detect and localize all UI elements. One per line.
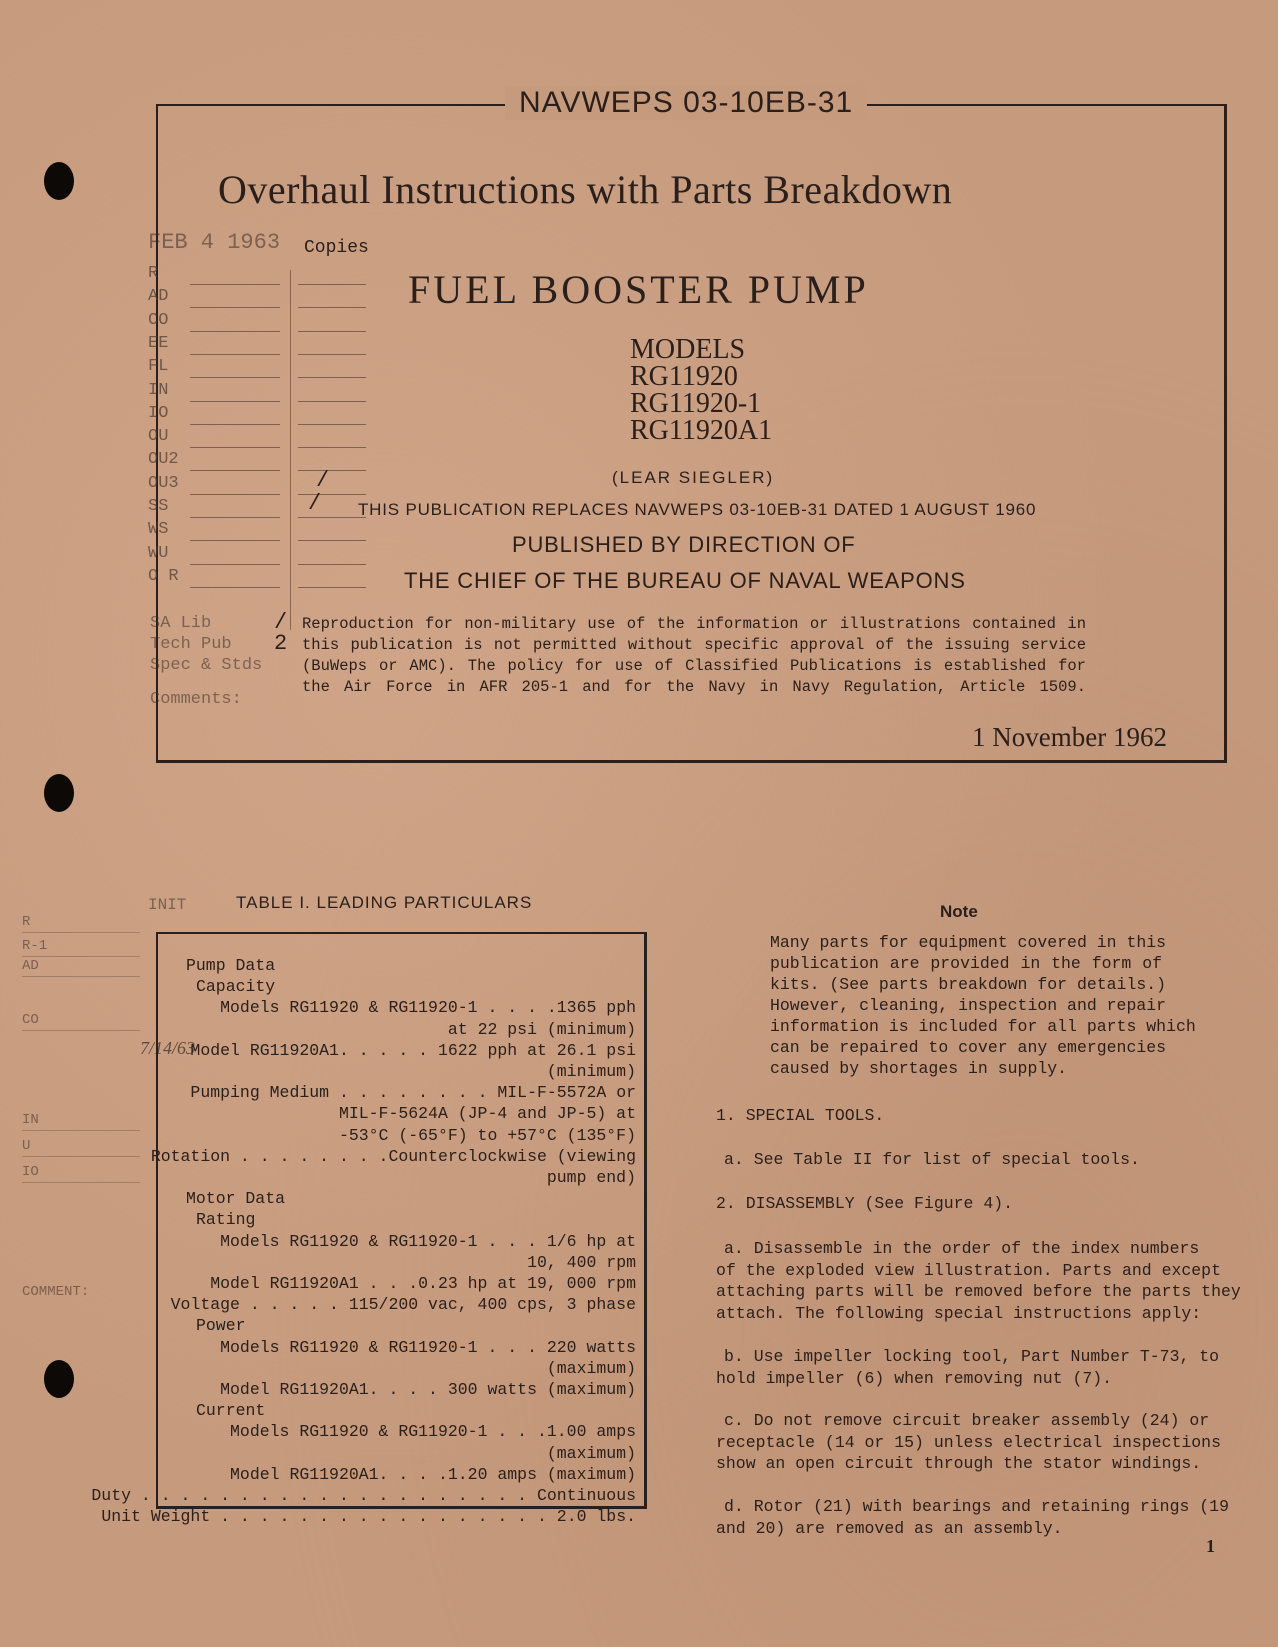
routing-code: O R xyxy=(148,567,179,586)
section-2-item-d xyxy=(716,1496,1229,1539)
table-row: Capacity xyxy=(196,977,276,996)
lower-stamp-rule xyxy=(22,956,140,957)
routing-rule xyxy=(190,424,280,425)
models-block xyxy=(630,336,772,444)
notice-line: this publication is not permitted without specific approval of the issuing service xyxy=(302,636,1086,654)
routing-rule xyxy=(190,307,280,308)
section-2-heading: 2. DISASSEMBLY (See Figure 4). xyxy=(716,1194,1014,1213)
model-number: RG11920 xyxy=(630,361,738,392)
lower-stamp-code: U xyxy=(22,1138,31,1154)
table-row: Rating xyxy=(196,1210,256,1229)
table-row: Motor Data xyxy=(186,1189,286,1208)
lower-stamp-comment-label: COMMENT: xyxy=(22,1284,90,1300)
model-number: RG11920-1 xyxy=(630,388,762,419)
paragraph-line: d. Rotor (21) with bearings and retaining rings (19 xyxy=(724,1497,1229,1516)
lower-stamp-code: R xyxy=(22,914,31,930)
routing-code: WU xyxy=(148,544,169,563)
lower-stamp-rule xyxy=(22,1130,140,1131)
table-row: Model RG11920A1. . . . 300 watts (maximum) xyxy=(220,1380,636,1399)
notice-line: (BuWeps or AMC). The policy for use of Classified Publications is established for xyxy=(302,657,1086,675)
routing-rule xyxy=(298,401,366,402)
routing-rule xyxy=(190,284,280,285)
table-row: Models RG11920 & RG11920-1 . . . 1/6 hp at xyxy=(220,1232,636,1251)
manufacturer: (LEAR SIEGLER) xyxy=(612,468,775,487)
table-row: Duty . . . . . . . . . . . . . . . . . . . . Continuous xyxy=(91,1486,636,1505)
routing-code: EE xyxy=(148,334,169,353)
routing-code: OU2 xyxy=(148,450,179,469)
lower-stamp-code: AD xyxy=(22,958,39,974)
lower-stamp-rule xyxy=(22,1156,140,1157)
paragraph-line: hold impeller (6) when removing nut (7). xyxy=(716,1368,1113,1388)
punch-hole-top xyxy=(44,162,74,200)
routing-rule xyxy=(298,540,366,541)
routing-rule xyxy=(190,494,280,495)
table-row: Models RG11920 & RG11920-1 . . .1.00 amps xyxy=(230,1422,636,1441)
routing-divider xyxy=(290,270,291,630)
model-number: RG11920A1 xyxy=(630,415,773,446)
table-row: -53°C (-65°F) to +57°C (135°F) xyxy=(338,1126,636,1145)
routing-rule xyxy=(190,564,280,565)
lower-stamp-rule xyxy=(22,976,140,977)
routing-rule xyxy=(190,517,280,518)
paragraph-line: and 20) are removed as an assembly. xyxy=(716,1518,1063,1538)
routing-code: WS xyxy=(148,520,169,539)
punch-hole-bottom xyxy=(44,1360,74,1398)
routing-code: OU xyxy=(148,427,169,446)
lower-stamp-rule xyxy=(22,1182,140,1183)
lower-stamp-rule xyxy=(22,932,140,933)
table-row: Model RG11920A1. . . . . 1622 pph at 26.1 psi xyxy=(190,1041,636,1060)
note-line: can be repaired to cover any emergencies xyxy=(770,1038,1167,1057)
routing-rule xyxy=(190,377,280,378)
routing-lib-label: Tech Pub xyxy=(150,635,232,654)
routing-code: OU3 xyxy=(148,474,179,493)
table-row: Models RG11920 & RG11920-1 . . . .1365 pph xyxy=(220,998,636,1017)
reproduction-notice xyxy=(302,614,1086,698)
lower-stamp-code: IN xyxy=(22,1112,39,1128)
issue-date: 1 November 1962 xyxy=(972,722,1167,752)
routing-lib-label: SA Lib xyxy=(150,614,212,633)
handwritten-note: 7/14/63 xyxy=(140,1038,196,1058)
routing-code: IN xyxy=(148,381,169,400)
lower-stamp-code: CO xyxy=(22,1012,39,1028)
table-row: Pump Data xyxy=(186,956,276,975)
lower-stamp-code: IO xyxy=(22,1164,39,1180)
routing-code: SS xyxy=(148,497,169,516)
comments-label: Comments: xyxy=(150,690,242,709)
routing-code: IO xyxy=(148,404,169,423)
table-row: at 22 psi (minimum) xyxy=(447,1020,636,1039)
routing-code: CO xyxy=(148,311,169,330)
section-2-item-c xyxy=(716,1410,1221,1475)
notice-line: the Air Force in AFR 205-1 and for the Navy in Navy Regulation, Article 1509. xyxy=(302,678,1086,696)
routing-rule xyxy=(298,424,366,425)
note-line: publication are provided in the form of xyxy=(770,954,1162,973)
table-row: Rotation . . . . . . . .Counterclockwise (viewing xyxy=(150,1147,636,1166)
table-row: Model RG11920A1. . . .1.20 amps (maximum) xyxy=(230,1465,636,1484)
note-line: kits. (See parts breakdown for details.) xyxy=(770,975,1167,994)
routing-rule xyxy=(298,564,366,565)
received-date-stamp: FEB 4 1963 xyxy=(148,230,281,255)
equipment-title: FUEL BOOSTER PUMP xyxy=(408,267,869,312)
section-1-item-a: a. See Table II for list of special tools. xyxy=(724,1150,1140,1169)
table-row: (maximum) xyxy=(546,1444,636,1463)
routing-rule xyxy=(298,377,366,378)
paragraph-line: a. Disassemble in the order of the index numbers xyxy=(724,1239,1200,1258)
routing-rule xyxy=(298,447,366,448)
table-row: MIL-F-5624A (JP-4 and JP-5) at xyxy=(338,1104,636,1123)
routing-rule xyxy=(298,284,366,285)
table-row: Voltage . . . . . 115/200 vac, 400 cps, 3 phase xyxy=(170,1295,636,1314)
routing-rule xyxy=(190,470,280,471)
paragraph-line: attach. The following special instructions apply: xyxy=(716,1303,1202,1323)
published-by-line-1: PUBLISHED BY DIRECTION OF xyxy=(512,532,856,557)
note-title: Note xyxy=(940,902,978,921)
copies-label: Copies xyxy=(304,238,369,258)
notice-line: Reproduction for non-military use of the information or illustrations contained in xyxy=(302,615,1086,633)
main-title: Overhaul Instructions with Parts Breakdown xyxy=(218,167,953,212)
paragraph-line: receptacle (14 or 15) unless electrical inspections xyxy=(716,1432,1221,1452)
routing-code: FL xyxy=(148,357,169,376)
table-row: (maximum) xyxy=(546,1359,636,1378)
table-caption: TABLE I. LEADING PARTICULARS xyxy=(236,893,533,912)
section-2-item-b xyxy=(716,1346,1220,1389)
routing-code: R xyxy=(148,264,159,283)
page-number: 1 xyxy=(1206,1536,1215,1556)
published-by-line-2: THE CHIEF OF THE BUREAU OF NAVAL WEAPONS xyxy=(404,568,966,593)
note-body xyxy=(770,932,1196,1079)
punch-hole-middle xyxy=(44,774,74,812)
routing-code: AD xyxy=(148,287,169,306)
lower-stamp-rule xyxy=(22,1030,140,1031)
table-row: Models RG11920 & RG11920-1 . . . 220 watts xyxy=(220,1338,636,1357)
routing-lib-label: Spec & Stds xyxy=(150,656,263,675)
routing-rule xyxy=(298,587,366,588)
paragraph-line: show an open circuit through the stator windings. xyxy=(716,1454,1202,1473)
note-line: However, cleaning, inspection and repair xyxy=(770,996,1167,1015)
note-line: caused by shortages in supply. xyxy=(770,1059,1068,1078)
table-row: pump end) xyxy=(546,1168,636,1187)
replaces-notice: THIS PUBLICATION REPLACES NAVWEPS 03-10EB-31 DATED 1 AUGUST 1960 xyxy=(358,500,1037,519)
routing-rule xyxy=(190,587,280,588)
models-heading: MODELS xyxy=(630,334,746,365)
routing-rule xyxy=(298,517,366,518)
table-row: 10, 400 rpm xyxy=(527,1253,636,1272)
section-1-heading: 1. SPECIAL TOOLS. xyxy=(716,1106,885,1125)
paragraph-line: c. Do not remove circuit breaker assembly (24) or xyxy=(724,1411,1210,1430)
document-number: NAVWEPS 03-10EB-31 xyxy=(505,86,867,120)
table-row: Unit Weight . . . . . . . . . . . . . . . . . 2.0 lbs. xyxy=(101,1507,636,1526)
routing-rule xyxy=(298,331,366,332)
table-row: Model RG11920A1 . . .0.23 hp at 19, 000 rpm xyxy=(210,1274,636,1293)
table-row: Current xyxy=(196,1401,266,1420)
note-line: information is included for all parts which xyxy=(770,1017,1196,1036)
paragraph-line: b. Use impeller locking tool, Part Number T-73, to xyxy=(724,1347,1220,1366)
routing-lib-mark: 2 xyxy=(274,631,288,656)
lower-stamp-code: R-1 xyxy=(22,938,48,954)
routing-checkmark: / xyxy=(316,468,330,493)
routing-rule xyxy=(190,401,280,402)
routing-rule xyxy=(190,540,280,541)
table-row: (minimum) xyxy=(546,1062,636,1081)
table-row: Power xyxy=(196,1316,246,1335)
table-row: Pumping Medium . . . . . . . . MIL-F-5572A or xyxy=(190,1083,636,1102)
routing-checkmark: / xyxy=(308,491,322,516)
section-2-item-a xyxy=(716,1238,1241,1324)
init-stamp-label: INIT xyxy=(148,896,187,914)
routing-rule xyxy=(298,307,366,308)
routing-rule xyxy=(298,354,366,355)
paragraph-line: of the exploded view illustration. Parts and except xyxy=(716,1260,1221,1280)
routing-rule xyxy=(190,331,280,332)
paragraph-line: attaching parts will be removed before the parts they xyxy=(716,1282,1241,1301)
routing-rule xyxy=(190,354,280,355)
routing-lib-mark: / xyxy=(274,610,288,635)
routing-rule xyxy=(298,470,366,471)
note-line: Many parts for equipment covered in this xyxy=(770,933,1167,952)
routing-rule xyxy=(190,447,280,448)
